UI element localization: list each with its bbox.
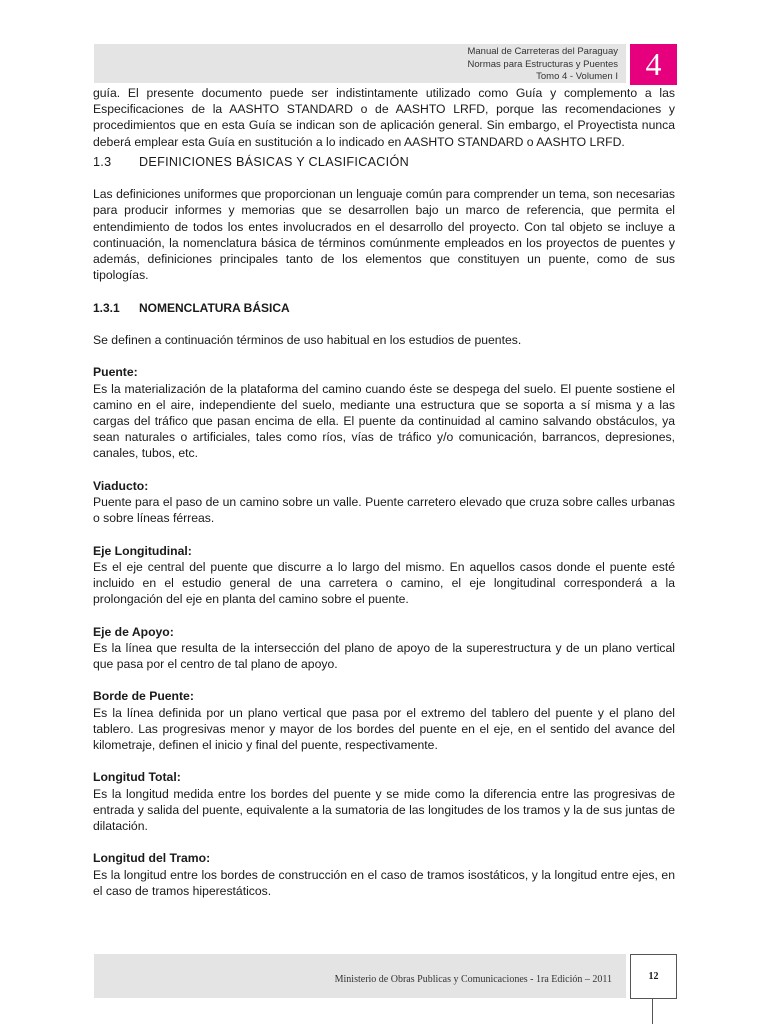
header-manual-title: Manual de Carreteras del Paraguay xyxy=(467,46,618,57)
definition-term: Longitud Total: xyxy=(93,770,181,785)
definition-term: Eje Longitudinal: xyxy=(93,543,192,558)
definition-item xyxy=(93,769,675,834)
section-paragraph: Las definiciones uniformes que proporcionan un lenguaje común para comprender un tema, son necesarias para producir informes y memorias que se desarrollen bajo un marco de referencia, que permita el entendimiento de todos los entes involucrados en el desarrollo del proyecto. Con tal objeto se incluye a continuación, la nomenclatura básica de términos comúnmente empleados en los proyectos de puentes y además, definiciones principales tanto de los elementos que constituyen un puente, como de sus tipologías. xyxy=(93,187,675,283)
definition-term: Longitud del Tramo: xyxy=(93,851,211,866)
definition-term: Viaducto: xyxy=(93,478,149,493)
definition-item xyxy=(93,364,675,461)
definition-item xyxy=(93,543,675,608)
page-number: 12 xyxy=(630,954,677,999)
chapter-badge: 4 xyxy=(630,44,677,85)
header-subtitle: Normas para Estructuras y Puentes xyxy=(467,58,618,70)
section-number: 1.3 xyxy=(93,154,112,169)
section-title: DEFINICIONES BÁSICAS Y CLASIFICACIÓN xyxy=(139,154,409,169)
definition-term: Puente: xyxy=(93,365,138,380)
spacer xyxy=(93,672,675,688)
header-title-block xyxy=(467,46,618,84)
footer-publisher: Ministerio de Obras Publicas y Comunicaciones - 1ra Edición – 2011 xyxy=(334,974,612,985)
spacer xyxy=(93,348,675,364)
definition-text: Puente para el paso de un camino sobre un valle. Puente carretero elevado que cruza sobre calles urbanas o sobre líneas férreas. xyxy=(93,495,675,526)
definition-term: Borde de Puente: xyxy=(93,689,194,704)
spacer xyxy=(93,607,675,623)
spacer xyxy=(93,834,675,850)
spacer xyxy=(93,316,675,332)
definition-item xyxy=(93,688,675,753)
definition-text: Es la longitud entre los bordes de construcción en el caso de tramos isostáticos, y la longitud entre ejes, en el caso de tramos hiperestáticos. xyxy=(93,867,675,898)
spacer xyxy=(93,753,675,769)
page-content xyxy=(93,85,675,899)
footer-band xyxy=(94,954,626,998)
definition-text: Es la línea que resulta de la intersección del plano de apoyo de la superestructura y de un plano vertical que pasa por el centro de tal plano de apoyo. xyxy=(93,640,675,671)
subsection-number: 1.3.1 xyxy=(93,300,120,315)
subsection-intro: Se definen a continuación términos de uso habitual en los estudios de puentes. xyxy=(93,333,522,347)
definition-text: Es la línea definida por un plano vertical que pasa por el extremo del tablero del puente y el plano del tablero. Las progresivas menor y mayor de los bordes del puente en el eje, en el sentido del avance del kilometraje, definen el inicio y final del puente, respectivamente. xyxy=(93,705,675,752)
definition-text: Es la materialización de la plataforma del camino cuando éste se despega del suelo. El puente sostiene el camino en el aire, independiente del suelo, mediante una estructura que se soporta a sí misma y a las cargas del tráfico que pasan encima de ella. El puente da continuidad al camino salvando obstáculos, ya sean naturales o artificiales, tales como ríos, vías de tráfico y/o comunicación, barrancos, depresiones, canales, tubos, etc. xyxy=(93,381,675,461)
definition-item xyxy=(93,850,675,899)
intro-paragraph: guía. El presente documento puede ser indistintamente utilizado como Guía y complemento a las Especificaciones de la AASHTO STANDARD o de AASHTO LRFD, porque las recomendaciones y procedimientos que en esta Guía se indican son de aplicación general. Sin embargo, el Proyectista nunca deberá emplear esta Guía en sustitución a lo indicado en AASHTO STANDARD o AASHTO LRFD. xyxy=(93,86,675,149)
spacer xyxy=(93,283,675,299)
section-heading xyxy=(93,154,675,170)
subsection-title: NOMENCLATURA BÁSICA xyxy=(139,300,290,315)
header-volume: Tomo 4 - Volumen I xyxy=(536,71,618,82)
subsection-heading xyxy=(93,300,675,316)
definition-item xyxy=(93,478,675,527)
spacer xyxy=(93,170,675,186)
definition-text: Es la longitud medida entre los bordes del puente y se mide como la diferencia entre las progresivas de entrada y salida del puente, equivalente a la sumatoria de las longitudes de los tramos y la de sus juntas de dilatación. xyxy=(93,786,675,833)
spacer xyxy=(93,526,675,542)
page-number-stem xyxy=(652,998,653,1024)
definition-text: Es el eje central del puente que discurre a lo largo del mismo. En aquellos casos donde el puente esté incluido en el estudio general de una carretera o camino, el eje longitudinal corresponderá a la prolongación del eje en planta del camino sobre el puente. xyxy=(93,559,675,607)
definition-term: Eje de Apoyo: xyxy=(93,624,174,639)
header-band xyxy=(94,44,626,83)
definition-item xyxy=(93,624,675,673)
spacer xyxy=(93,462,675,478)
